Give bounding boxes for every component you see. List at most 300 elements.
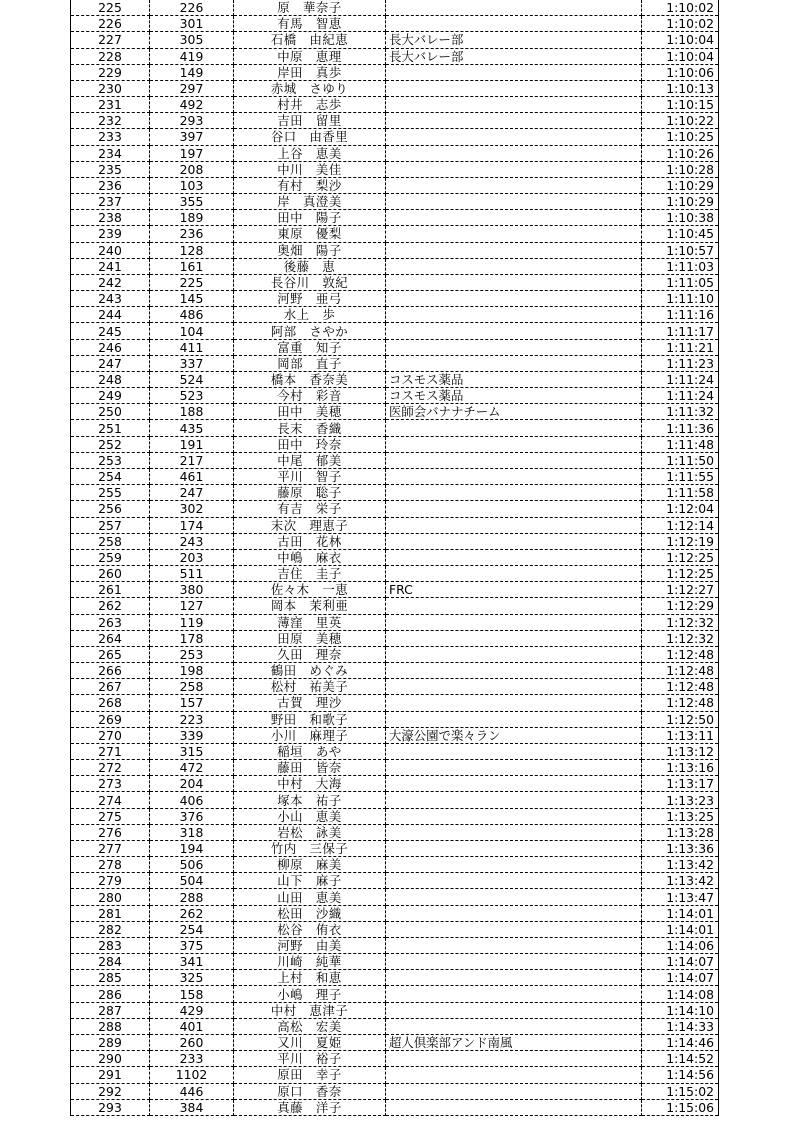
finish-time-cell: 1:10:45 bbox=[642, 226, 719, 242]
runner-name-cell: 水上 歩 bbox=[234, 307, 386, 323]
bib-number-cell: 254 bbox=[150, 921, 234, 937]
team-name-cell bbox=[386, 485, 642, 501]
runner-name-cell: 石橋 由紀恵 bbox=[234, 32, 386, 48]
runner-name-cell: 末次 理恵子 bbox=[234, 517, 386, 533]
table-row bbox=[71, 16, 719, 32]
rank-cell: 287 bbox=[71, 1002, 150, 1018]
runner-name-cell: 中川 美佳 bbox=[234, 161, 386, 177]
table-row bbox=[71, 323, 719, 339]
finish-time-cell: 1:11:10 bbox=[642, 291, 719, 307]
bib-number-cell: 411 bbox=[150, 339, 234, 355]
finish-time-cell: 1:14:08 bbox=[642, 986, 719, 1002]
bib-number-cell: 472 bbox=[150, 760, 234, 776]
team-name-cell bbox=[386, 517, 642, 533]
finish-time-cell: 1:10:04 bbox=[642, 32, 719, 48]
table-row bbox=[71, 194, 719, 210]
runner-name-cell: 岸 真澄美 bbox=[234, 194, 386, 210]
rank-cell: 232 bbox=[71, 113, 150, 129]
table-row bbox=[71, 388, 719, 404]
runner-name-cell: 上谷 恵美 bbox=[234, 145, 386, 161]
table-row bbox=[71, 1051, 719, 1067]
bib-number-cell: 504 bbox=[150, 873, 234, 889]
bib-number-cell: 397 bbox=[150, 129, 234, 145]
runner-name-cell: 小川 麻理子 bbox=[234, 727, 386, 743]
finish-time-cell: 1:10:04 bbox=[642, 48, 719, 64]
runner-name-cell: 鶴田 めぐみ bbox=[234, 663, 386, 679]
runner-name-cell: 野田 和歌子 bbox=[234, 711, 386, 727]
table-row bbox=[71, 598, 719, 614]
runner-name-cell: 原 華奈子 bbox=[234, 0, 386, 16]
rank-cell: 261 bbox=[71, 582, 150, 598]
team-name-cell bbox=[386, 80, 642, 96]
runner-name-cell: 山下 麻子 bbox=[234, 873, 386, 889]
runner-name-cell: 東原 優梨 bbox=[234, 226, 386, 242]
finish-time-cell: 1:11:24 bbox=[642, 388, 719, 404]
runner-name-cell: 今村 彩音 bbox=[234, 388, 386, 404]
team-name-cell bbox=[386, 210, 642, 226]
table-row bbox=[71, 743, 719, 759]
rank-cell: 226 bbox=[71, 16, 150, 32]
bib-number-cell: 204 bbox=[150, 776, 234, 792]
bib-number-cell: 174 bbox=[150, 517, 234, 533]
runner-name-cell: 藤田 皆奈 bbox=[234, 760, 386, 776]
finish-time-cell: 1:11:03 bbox=[642, 258, 719, 274]
finish-time-cell: 1:10:06 bbox=[642, 64, 719, 80]
runner-name-cell: 小山 恵美 bbox=[234, 808, 386, 824]
rank-cell: 271 bbox=[71, 743, 150, 759]
finish-time-cell: 1:11:05 bbox=[642, 274, 719, 290]
bib-number-cell: 262 bbox=[150, 905, 234, 921]
rank-cell: 291 bbox=[71, 1067, 150, 1083]
table-row bbox=[71, 1067, 719, 1083]
team-name-cell bbox=[386, 824, 642, 840]
bib-number-cell: 194 bbox=[150, 840, 234, 856]
bib-number-cell: 253 bbox=[150, 646, 234, 662]
rank-cell: 245 bbox=[71, 323, 150, 339]
rank-cell: 241 bbox=[71, 258, 150, 274]
finish-time-cell: 1:11:36 bbox=[642, 420, 719, 436]
rank-cell: 270 bbox=[71, 727, 150, 743]
rank-cell: 252 bbox=[71, 436, 150, 452]
finish-time-cell: 1:10:25 bbox=[642, 129, 719, 145]
table-row bbox=[71, 177, 719, 193]
table-row bbox=[71, 80, 719, 96]
team-name-cell: 超人倶楽部アンド南風 bbox=[386, 1035, 642, 1051]
runner-name-cell: 橋本 香奈美 bbox=[234, 371, 386, 387]
table-row bbox=[71, 1018, 719, 1034]
bib-number-cell: 104 bbox=[150, 323, 234, 339]
bib-number-cell: 339 bbox=[150, 727, 234, 743]
rank-cell: 262 bbox=[71, 598, 150, 614]
finish-time-cell: 1:13:16 bbox=[642, 760, 719, 776]
finish-time-cell: 1:10:28 bbox=[642, 161, 719, 177]
team-name-cell: FRC bbox=[386, 582, 642, 598]
runner-name-cell: 川崎 純華 bbox=[234, 954, 386, 970]
table-row bbox=[71, 145, 719, 161]
team-name-cell bbox=[386, 274, 642, 290]
runner-name-cell: 古田 花林 bbox=[234, 533, 386, 549]
rank-cell: 269 bbox=[71, 711, 150, 727]
runner-name-cell: 村井 志歩 bbox=[234, 97, 386, 113]
team-name-cell: 長大バレー部 bbox=[386, 48, 642, 64]
rank-cell: 235 bbox=[71, 161, 150, 177]
bib-number-cell: 288 bbox=[150, 889, 234, 905]
rank-cell: 260 bbox=[71, 566, 150, 582]
table-row bbox=[71, 808, 719, 824]
team-name-cell bbox=[386, 258, 642, 274]
rank-cell: 230 bbox=[71, 80, 150, 96]
finish-time-cell: 1:14:01 bbox=[642, 905, 719, 921]
table-row bbox=[71, 210, 719, 226]
rank-cell: 268 bbox=[71, 695, 150, 711]
team-name-cell bbox=[386, 355, 642, 371]
bib-number-cell: 226 bbox=[150, 0, 234, 16]
team-name-cell bbox=[386, 776, 642, 792]
table-row bbox=[71, 937, 719, 953]
finish-time-cell: 1:12:14 bbox=[642, 517, 719, 533]
finish-time-cell: 1:11:50 bbox=[642, 452, 719, 468]
team-name-cell bbox=[386, 291, 642, 307]
finish-time-cell: 1:12:25 bbox=[642, 549, 719, 565]
table-row bbox=[71, 242, 719, 258]
runner-name-cell: 中村 大海 bbox=[234, 776, 386, 792]
runner-name-cell: 竹内 三保子 bbox=[234, 840, 386, 856]
runner-name-cell: 長谷川 敦紀 bbox=[234, 274, 386, 290]
bib-number-cell: 355 bbox=[150, 194, 234, 210]
rank-cell: 267 bbox=[71, 679, 150, 695]
finish-time-cell: 1:13:25 bbox=[642, 808, 719, 824]
team-name-cell bbox=[386, 307, 642, 323]
rank-cell: 286 bbox=[71, 986, 150, 1002]
table-row bbox=[71, 291, 719, 307]
team-name-cell bbox=[386, 436, 642, 452]
bib-number-cell: 233 bbox=[150, 1051, 234, 1067]
bib-number-cell: 103 bbox=[150, 177, 234, 193]
team-name-cell bbox=[386, 177, 642, 193]
team-name-cell bbox=[386, 194, 642, 210]
runner-name-cell: 赤城 さゆり bbox=[234, 80, 386, 96]
rank-cell: 244 bbox=[71, 307, 150, 323]
finish-time-cell: 1:13:11 bbox=[642, 727, 719, 743]
finish-time-cell: 1:13:42 bbox=[642, 873, 719, 889]
finish-time-cell: 1:13:36 bbox=[642, 840, 719, 856]
rank-cell: 250 bbox=[71, 404, 150, 420]
bib-number-cell: 203 bbox=[150, 549, 234, 565]
bib-number-cell: 293 bbox=[150, 113, 234, 129]
runner-name-cell: 長末 香織 bbox=[234, 420, 386, 436]
rank-cell: 258 bbox=[71, 533, 150, 549]
bib-number-cell: 157 bbox=[150, 695, 234, 711]
bib-number-cell: 492 bbox=[150, 97, 234, 113]
team-name-cell: 医師会バナナチーム bbox=[386, 404, 642, 420]
table-row bbox=[71, 889, 719, 905]
runner-name-cell: 高松 宏美 bbox=[234, 1018, 386, 1034]
rank-cell: 259 bbox=[71, 549, 150, 565]
team-name-cell bbox=[386, 630, 642, 646]
table-row bbox=[71, 129, 719, 145]
finish-time-cell: 1:11:23 bbox=[642, 355, 719, 371]
table-row bbox=[71, 420, 719, 436]
bib-number-cell: 197 bbox=[150, 145, 234, 161]
runner-name-cell: 小嶋 理子 bbox=[234, 986, 386, 1002]
runner-name-cell: 藤原 聡子 bbox=[234, 485, 386, 501]
finish-time-cell: 1:12:50 bbox=[642, 711, 719, 727]
rank-cell: 265 bbox=[71, 646, 150, 662]
bib-number-cell: 127 bbox=[150, 598, 234, 614]
runner-name-cell: 真藤 洋子 bbox=[234, 1099, 386, 1115]
table-row bbox=[71, 307, 719, 323]
runner-name-cell: 田中 玲奈 bbox=[234, 436, 386, 452]
runner-name-cell: 原口 香奈 bbox=[234, 1083, 386, 1099]
team-name-cell bbox=[386, 857, 642, 873]
team-name-cell: 大濠公園で楽々ラン bbox=[386, 727, 642, 743]
rank-cell: 281 bbox=[71, 905, 150, 921]
team-name-cell bbox=[386, 743, 642, 759]
bib-number-cell: 260 bbox=[150, 1035, 234, 1051]
table-row bbox=[71, 1002, 719, 1018]
rank-cell: 284 bbox=[71, 954, 150, 970]
team-name-cell bbox=[386, 339, 642, 355]
table-row bbox=[71, 371, 719, 387]
finish-time-cell: 1:10:38 bbox=[642, 210, 719, 226]
rank-cell: 246 bbox=[71, 339, 150, 355]
table-row bbox=[71, 436, 719, 452]
finish-time-cell: 1:14:52 bbox=[642, 1051, 719, 1067]
finish-time-cell: 1:11:16 bbox=[642, 307, 719, 323]
team-name-cell bbox=[386, 1083, 642, 1099]
table-row bbox=[71, 501, 719, 517]
bib-number-cell: 208 bbox=[150, 161, 234, 177]
runner-name-cell: 有吉 栄子 bbox=[234, 501, 386, 517]
team-name-cell bbox=[386, 226, 642, 242]
table-row bbox=[71, 226, 719, 242]
team-name-cell bbox=[386, 840, 642, 856]
finish-time-cell: 1:13:47 bbox=[642, 889, 719, 905]
runner-name-cell: 平川 裕子 bbox=[234, 1051, 386, 1067]
team-name-cell bbox=[386, 970, 642, 986]
table-row bbox=[71, 646, 719, 662]
rank-cell: 248 bbox=[71, 371, 150, 387]
team-name-cell bbox=[386, 954, 642, 970]
runner-name-cell: 松谷 侑衣 bbox=[234, 921, 386, 937]
runner-name-cell: 田中 陽子 bbox=[234, 210, 386, 226]
bib-number-cell: 401 bbox=[150, 1018, 234, 1034]
bib-number-cell: 198 bbox=[150, 663, 234, 679]
team-name-cell bbox=[386, 161, 642, 177]
finish-time-cell: 1:13:42 bbox=[642, 857, 719, 873]
runner-name-cell: 柳原 麻美 bbox=[234, 857, 386, 873]
runner-name-cell: 河野 亜弓 bbox=[234, 291, 386, 307]
rank-cell: 290 bbox=[71, 1051, 150, 1067]
finish-time-cell: 1:10:29 bbox=[642, 194, 719, 210]
table-row bbox=[71, 614, 719, 630]
bib-number-cell: 247 bbox=[150, 485, 234, 501]
runner-name-cell: 中原 恵理 bbox=[234, 48, 386, 64]
bib-number-cell: 301 bbox=[150, 16, 234, 32]
bib-number-cell: 318 bbox=[150, 824, 234, 840]
team-name-cell bbox=[386, 323, 642, 339]
rank-cell: 228 bbox=[71, 48, 150, 64]
bib-number-cell: 305 bbox=[150, 32, 234, 48]
team-name-cell bbox=[386, 808, 642, 824]
table-row bbox=[71, 1035, 719, 1051]
team-name-cell bbox=[386, 937, 642, 953]
bib-number-cell: 337 bbox=[150, 355, 234, 371]
rank-cell: 234 bbox=[71, 145, 150, 161]
rank-cell: 292 bbox=[71, 1083, 150, 1099]
team-name-cell bbox=[386, 1051, 642, 1067]
finish-time-cell: 1:14:01 bbox=[642, 921, 719, 937]
finish-time-cell: 1:10:29 bbox=[642, 177, 719, 193]
finish-time-cell: 1:13:23 bbox=[642, 792, 719, 808]
rank-cell: 229 bbox=[71, 64, 150, 80]
rank-cell: 289 bbox=[71, 1035, 150, 1051]
table-row bbox=[71, 760, 719, 776]
table-row bbox=[71, 857, 719, 873]
bib-number-cell: 223 bbox=[150, 711, 234, 727]
bib-number-cell: 302 bbox=[150, 501, 234, 517]
finish-time-cell: 1:12:32 bbox=[642, 630, 719, 646]
runner-name-cell: 岡本 茉利亜 bbox=[234, 598, 386, 614]
rank-cell: 278 bbox=[71, 857, 150, 873]
team-name-cell bbox=[386, 905, 642, 921]
bib-number-cell: 217 bbox=[150, 452, 234, 468]
bib-number-cell: 191 bbox=[150, 436, 234, 452]
team-name-cell bbox=[386, 711, 642, 727]
runner-name-cell: 阿部 さやか bbox=[234, 323, 386, 339]
table-row bbox=[71, 921, 719, 937]
table-row bbox=[71, 274, 719, 290]
runner-name-cell: 有村 梨沙 bbox=[234, 177, 386, 193]
bib-number-cell: 511 bbox=[150, 566, 234, 582]
runner-name-cell: 富重 知子 bbox=[234, 339, 386, 355]
finish-time-cell: 1:15:02 bbox=[642, 1083, 719, 1099]
table-row bbox=[71, 32, 719, 48]
table-row bbox=[71, 113, 719, 129]
team-name-cell bbox=[386, 549, 642, 565]
runner-name-cell: 中尾 郁美 bbox=[234, 452, 386, 468]
runner-name-cell: 中村 恵津子 bbox=[234, 1002, 386, 1018]
team-name-cell bbox=[386, 614, 642, 630]
team-name-cell bbox=[386, 986, 642, 1002]
runner-name-cell: 田原 美穂 bbox=[234, 630, 386, 646]
team-name-cell bbox=[386, 1067, 642, 1083]
bib-number-cell: 158 bbox=[150, 986, 234, 1002]
runner-name-cell: 松村 祐美子 bbox=[234, 679, 386, 695]
team-name-cell bbox=[386, 501, 642, 517]
rank-cell: 242 bbox=[71, 274, 150, 290]
team-name-cell bbox=[386, 129, 642, 145]
rank-cell: 263 bbox=[71, 614, 150, 630]
finish-time-cell: 1:12:04 bbox=[642, 501, 719, 517]
team-name-cell bbox=[386, 646, 642, 662]
table-row bbox=[71, 468, 719, 484]
rank-cell: 283 bbox=[71, 937, 150, 953]
rank-cell: 240 bbox=[71, 242, 150, 258]
table-row bbox=[71, 792, 719, 808]
team-name-cell bbox=[386, 1018, 642, 1034]
bib-number-cell: 161 bbox=[150, 258, 234, 274]
team-name-cell: コスモス薬品 bbox=[386, 371, 642, 387]
finish-time-cell: 1:10:15 bbox=[642, 97, 719, 113]
bib-number-cell: 119 bbox=[150, 614, 234, 630]
runner-name-cell: 田中 美穂 bbox=[234, 404, 386, 420]
table-row bbox=[71, 161, 719, 177]
table-row bbox=[71, 776, 719, 792]
bib-number-cell: 178 bbox=[150, 630, 234, 646]
bib-number-cell: 376 bbox=[150, 808, 234, 824]
finish-time-cell: 1:14:10 bbox=[642, 1002, 719, 1018]
table-row bbox=[71, 517, 719, 533]
rank-cell: 253 bbox=[71, 452, 150, 468]
runner-name-cell: 山田 恵美 bbox=[234, 889, 386, 905]
finish-time-cell: 1:14:07 bbox=[642, 954, 719, 970]
table-row bbox=[71, 0, 719, 16]
runner-name-cell: 古賀 理沙 bbox=[234, 695, 386, 711]
team-name-cell: 長大バレー部 bbox=[386, 32, 642, 48]
bib-number-cell: 145 bbox=[150, 291, 234, 307]
team-name-cell bbox=[386, 533, 642, 549]
team-name-cell bbox=[386, 468, 642, 484]
team-name-cell bbox=[386, 921, 642, 937]
bib-number-cell: 375 bbox=[150, 937, 234, 953]
results-table bbox=[70, 0, 719, 1116]
runner-name-cell: 吉田 留里 bbox=[234, 113, 386, 129]
bib-number-cell: 258 bbox=[150, 679, 234, 695]
runner-name-cell: 原田 幸子 bbox=[234, 1067, 386, 1083]
team-name-cell bbox=[386, 679, 642, 695]
rank-cell: 279 bbox=[71, 873, 150, 889]
table-row bbox=[71, 566, 719, 582]
table-row bbox=[71, 986, 719, 1002]
runner-name-cell: 河野 由美 bbox=[234, 937, 386, 953]
bib-number-cell: 435 bbox=[150, 420, 234, 436]
runner-name-cell: 後藤 恵 bbox=[234, 258, 386, 274]
bib-number-cell: 325 bbox=[150, 970, 234, 986]
finish-time-cell: 1:15:06 bbox=[642, 1099, 719, 1115]
runner-name-cell: 中嶋 麻衣 bbox=[234, 549, 386, 565]
runner-name-cell: 有馬 智恵 bbox=[234, 16, 386, 32]
table-row bbox=[71, 48, 719, 64]
finish-time-cell: 1:12:19 bbox=[642, 533, 719, 549]
table-row bbox=[71, 663, 719, 679]
runner-name-cell: 吉住 圭子 bbox=[234, 566, 386, 582]
team-name-cell bbox=[386, 0, 642, 16]
rank-cell: 243 bbox=[71, 291, 150, 307]
finish-time-cell: 1:14:56 bbox=[642, 1067, 719, 1083]
rank-cell: 237 bbox=[71, 194, 150, 210]
bib-number-cell: 419 bbox=[150, 48, 234, 64]
bib-number-cell: 384 bbox=[150, 1099, 234, 1115]
rank-cell: 247 bbox=[71, 355, 150, 371]
finish-time-cell: 1:11:21 bbox=[642, 339, 719, 355]
results-body bbox=[71, 0, 719, 1115]
rank-cell: 277 bbox=[71, 840, 150, 856]
rank-cell: 272 bbox=[71, 760, 150, 776]
table-row bbox=[71, 954, 719, 970]
table-row bbox=[71, 339, 719, 355]
finish-time-cell: 1:12:25 bbox=[642, 566, 719, 582]
rank-cell: 282 bbox=[71, 921, 150, 937]
finish-time-cell: 1:11:24 bbox=[642, 371, 719, 387]
rank-cell: 231 bbox=[71, 97, 150, 113]
bib-number-cell: 461 bbox=[150, 468, 234, 484]
table-row bbox=[71, 452, 719, 468]
team-name-cell bbox=[386, 64, 642, 80]
table-row bbox=[71, 824, 719, 840]
team-name-cell bbox=[386, 873, 642, 889]
bib-number-cell: 524 bbox=[150, 371, 234, 387]
